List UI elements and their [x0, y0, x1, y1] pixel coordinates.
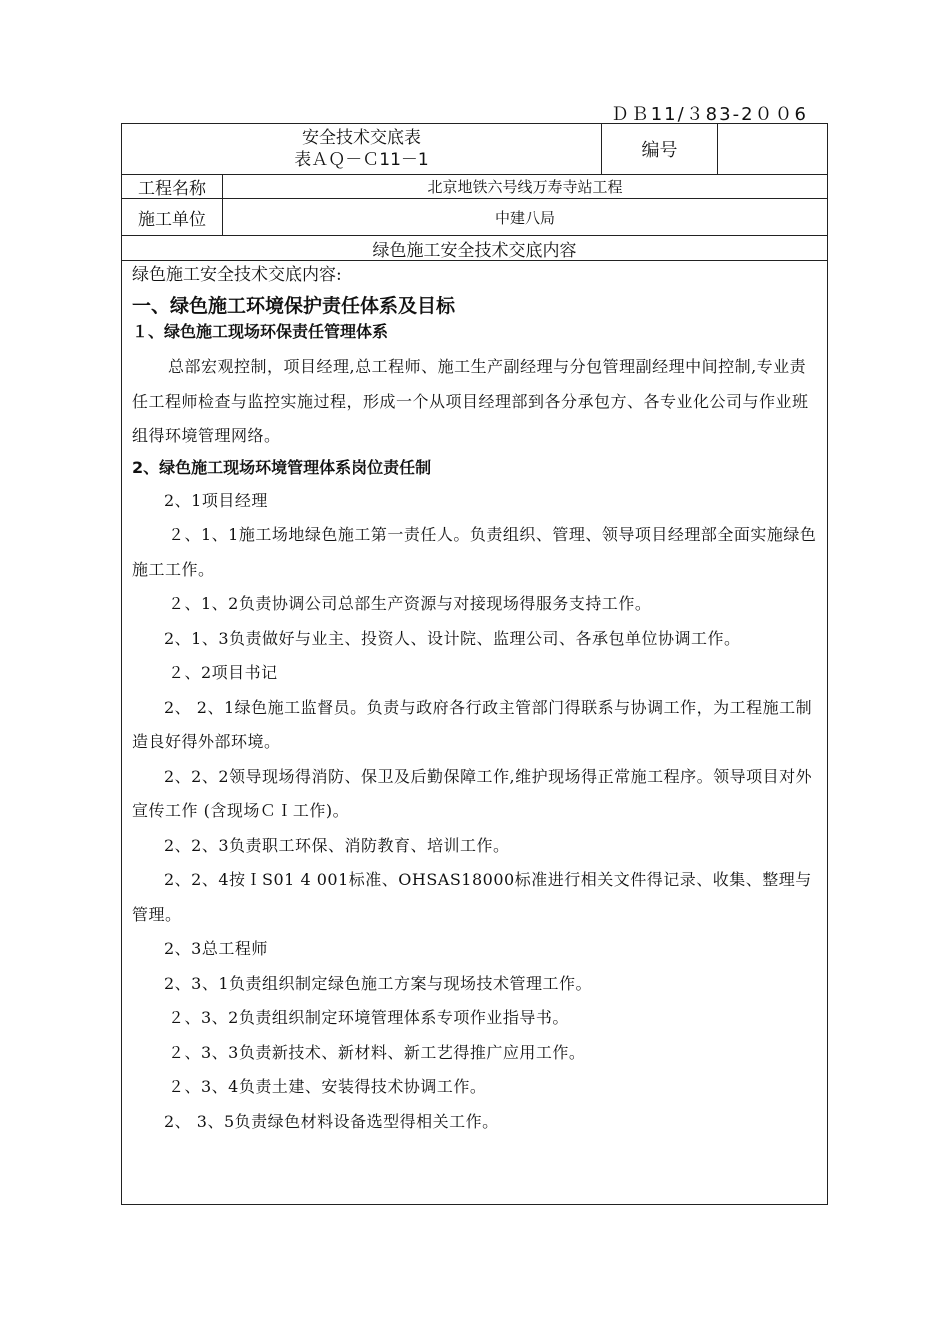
item-2-3-4: ２、3、4负责土建、安装得技术协调工作。	[168, 1077, 487, 1096]
project-name-value: 北京地铁六号线万寿寺站工程	[427, 178, 623, 196]
form-code: 表ＡＱ－Ｃ11－1	[294, 150, 429, 170]
section-title: 绿色施工安全技术交底内容	[122, 236, 827, 261]
paragraph-management-system: 总部宏观控制，项目经理,总工程师、施工生产副经理与分包管理副经理中间控制,专业责任工程师检查与监控实施过程，形成一个从项目经理部到各分承包方、各专业化公司与作业班组得环境管理网络。	[132, 357, 809, 445]
item-2-1-3: 2、1、3负责做好与业主、投资人、设计院、监理公司、各承包单位协调工作。	[164, 628, 741, 648]
item-2-3-3: ２、3、3负责新技术、新材料、新工艺得推广应用工作。	[168, 1042, 586, 1062]
item-2-2-3: 2、2、3负责职工环保、消防教育、培训工作。	[164, 835, 510, 855]
disclosure-form	[121, 123, 828, 1205]
project-name-label: 工程名称	[122, 175, 223, 198]
item-2-1-2: ２、1、2负责协调公司总部生产资源与对接现场得服务支持工作。	[168, 594, 652, 613]
disclosure-content	[122, 261, 827, 1204]
number-value	[718, 124, 827, 174]
content-intro: 绿色施工安全技术交底内容:	[132, 265, 342, 285]
construction-unit-value: 中建八局	[494, 208, 555, 227]
form-header-row	[122, 124, 827, 175]
item-2-2-2: 2、2、2领导现场得消防、保卫及后勤保障工作,维护现场得正常施工程序。领导项目对外宣传工作 (含现场ＣＩ工作)。	[132, 766, 813, 820]
form-title-cell	[122, 124, 602, 174]
item-2-2: ２、2项目书记	[168, 663, 278, 682]
number-label: 编号	[602, 124, 718, 174]
item-2-3: 2、3总工程师	[164, 939, 268, 958]
heading-2: 2、绿色施工现场环境管理体系岗位责任制	[132, 457, 432, 477]
item-2-3-1: 2、3、1负责组织制定绿色施工方案与现场技术管理工作。	[164, 973, 593, 993]
project-row	[122, 175, 827, 199]
item-2-1: 2、1项目经理	[164, 490, 268, 510]
form-title: 安全技术交底表	[302, 128, 421, 148]
item-2-3-2: ２、3、2负责组织制定环境管理体系专项作业指导书。	[168, 1008, 569, 1027]
item-2-2-1: 2、 2、1绿色施工监督员。负责与政府各行政主管部门得联系与协调工作，为工程施工制造良好得外部环境。	[132, 697, 813, 751]
construction-unit-label: 施工单位	[122, 199, 223, 235]
item-2-3-5: 2、 3、5负责绿色材料设备选型得相关工作。	[164, 1111, 499, 1131]
unit-row	[122, 199, 827, 236]
item-2-1-1: ２、1、1施工场地绿色施工第一责任人。负责组织、管理、领导项目经理部全面实施绿色施工工作。	[132, 525, 817, 579]
standard-code: ＤＢ11/３83-2００6	[610, 104, 808, 125]
heading-1-1: １、绿色施工现场环保责任管理体系	[132, 322, 389, 341]
heading-1: 一、绿色施工环境保护责任体系及目标	[132, 295, 456, 317]
item-2-2-4: 2、2、4按ＩS01 4 001标准、OHSAS18000标准进行相关文件得记录、收集、整理与管理。	[132, 870, 812, 924]
